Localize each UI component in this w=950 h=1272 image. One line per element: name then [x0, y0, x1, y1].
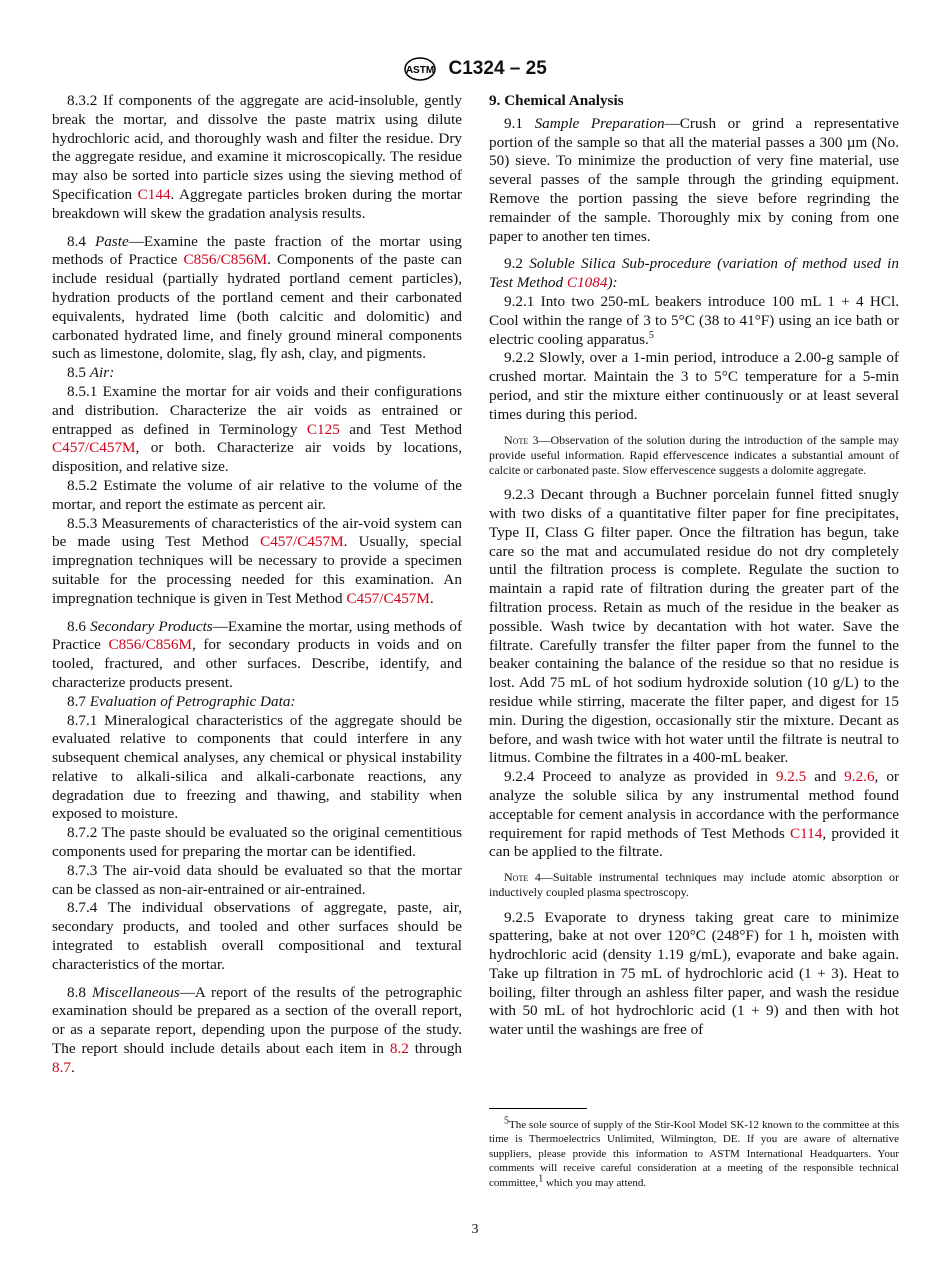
paragraph — [489, 349, 899, 424]
paragraph — [52, 92, 462, 224]
page-number: 3 — [471, 1222, 479, 1237]
text: 8.7.2 The paste should be evaluated so the original cementitious components used for preparing the mortar can be identified. — [52, 824, 462, 861]
text: 9.2 — [504, 255, 530, 273]
text: 8.5 — [67, 364, 90, 382]
text: , for secondary products in voids and on tooled, fractured, and other surfaces. Describe, identify, and characterize products present. — [52, 636, 462, 691]
paragraph — [52, 618, 462, 693]
text: 9.2.4 Proceed to analyze as provided in — [504, 768, 776, 786]
italic-text: Secondary Products — [90, 617, 213, 635]
reference-link[interactable]: C114 — [789, 824, 823, 842]
text: 8.7 — [67, 692, 90, 710]
text: , or both. Characterize air voids by locations, disposition, and relative size. — [52, 439, 462, 476]
text: 3—Observation of the solution during the introduction of the sample may provide useful information. Rapid effervescence indicates a substantial amount of calcite or carbonated paste. Slow effervescence suggests a dolomite aggregate. — [489, 432, 899, 477]
note — [489, 870, 899, 900]
italic-text: Evaluation of Petrographic Data: — [89, 692, 296, 710]
reference-link[interactable]: 8.2 — [389, 1040, 409, 1058]
text: —A report of the results of the petrographic examination should be prepared as a section of the overall report, or as a separate report, depending upon the purpose of the study. The report should include details about each item in — [52, 983, 463, 1058]
text: . — [70, 1058, 75, 1076]
reference-link[interactable]: C125 — [306, 420, 340, 438]
text: 9.2.1 Into two 250-mL beakers introduce 100 mL 1 + 4 HCl. Cool within the range of 3 to 5°C (38 to 41°F) using an ice bath or electric cooling apparatus. — [489, 292, 899, 348]
reference-link[interactable]: C856/C856M — [183, 251, 268, 269]
footnote-marker: 5 — [648, 329, 654, 341]
text: 9.2.2 Slowly, over a 1-min period, introduce a 2.00-g sample of crushed mortar. Maintain the 3 to 5°C temperature for a 5-min period, and stir the mixture either continuously or at least several times during this period. — [489, 349, 899, 423]
text: , or analyze the soluble silica by any instrumental method found acceptable for cement analysis in accordance with the performance requirement for rapid methods of Test Methods — [489, 768, 899, 842]
left-column — [52, 92, 462, 1078]
reference-link[interactable]: C144 — [137, 185, 171, 203]
text: . Usually, special impregnation techniques will be necessary to provide a specimen suitable for the processing needed for this examination. An impregnation technique is given in Test Method — [52, 533, 462, 607]
paragraph — [489, 293, 899, 349]
designation: C1324 – 25 — [448, 58, 547, 80]
paragraph — [489, 255, 899, 293]
note-label: Note — [504, 870, 529, 885]
paragraph — [489, 486, 899, 768]
text: 8.8 — [67, 983, 92, 1001]
text: 4—Suitable instrumental techniques may include atomic absorption or inductively coupled plasma spectroscopy. — [489, 870, 899, 900]
text: —Crush or grind a representative portion of the sample so that all the material passes a 300 µm (No. 50) sieve. To minimize the production of very fine material, use several passes of the sample through the grinding equipment. Remove the portion passing the sieve before regrinding the remainder of the sample. Thoroughly mix by coning from one paper to another ten times. — [489, 114, 899, 245]
text: 8.3.2 If components of the aggregate are acid-insoluble, gently break the mortar, and dissolve the paste matrix using dilute hydrochloric acid, and thoroughly wash and filter the residue. Dry the aggregate residue, and examine it microscopically. The residue may also be sorted into particle sizes using the sieving method of Specification — [52, 92, 462, 203]
text: 8.5.2 Estimate the volume of air relative to the volume of the mortar, and report the estimate as percent air. — [52, 476, 462, 513]
reference-link[interactable]: C1084 — [566, 274, 608, 292]
text: 9.2.5 Evaporate to dryness taking great care to minimize spattering, bake at not over 120°C (248°F) for 1 h, moisten with hydrochloric acid (density 1.19 g/mL), evaporate and bake again. Take up filtration in 75 mL of hydrochloric acid (1 + 3). Heat to boiling, filter through an ashless filter paper, and wash the residue with 50 mL of hot hydrochloric acid (1 + 9) and then with hot water until the washings are free of — [489, 908, 899, 1039]
reference-link[interactable]: C457/C457M — [260, 533, 344, 551]
text: and — [806, 768, 845, 786]
paragraph — [52, 515, 462, 609]
paragraph — [52, 383, 462, 477]
reference-link[interactable]: C457/C457M — [52, 439, 136, 457]
note — [489, 433, 899, 479]
text: which you may attend. — [543, 1176, 647, 1189]
reference-link[interactable]: 8.7 — [52, 1058, 71, 1076]
text: 8.6 — [67, 617, 91, 635]
reference-link[interactable]: C457/C457M — [346, 589, 430, 607]
paragraph — [52, 824, 462, 862]
text: —Examine the mortar, using methods of Practice — [52, 617, 462, 654]
text: through — [408, 1040, 463, 1058]
text: —Examine the paste fraction of the mortar using methods of Practice — [52, 232, 463, 269]
paragraph — [52, 984, 462, 1078]
text: 9.2.3 Decant through a Buchner porcelain funnel fitted snugly with two disks of a quantitative filter paper for fine precipitates, Type II, Class G filter paper. Once the filtration has begun, take care so the mat and accumulated residue do not dry completely until the filtration process is complete. Regulate the suction to maintain a rapid rate of filtration during the greater part of the filtration process. Retain as much of the residue in the beaker as possible. Wash twice by decantation with hot water. Save the filtrate. Carefully transfer the filter paper from the funnel to the beaker containing the balance of the residue so that no residue is lost. Add 75 mL of hot sodium hydroxide solution (10 g/L) to the residue while stirring, macerate the filter paper, and digest for 15 min. During the digestion, occasionally stir the mixture. Decant as before, and wash twice with hot water until the filtrate is neutral to litmus. Combine the filtrates in a 400-mL beaker. — [489, 486, 899, 767]
text: . Aggregate particles broken during the mortar breakdown will skew the gradation analysis results. — [52, 185, 462, 222]
paragraph — [52, 364, 462, 383]
note-label: Note — [504, 432, 529, 447]
paragraph — [52, 862, 462, 900]
reference-link[interactable]: 9.2.5 — [775, 768, 807, 786]
footnote-marker: 1 — [538, 1172, 544, 1184]
page-header — [0, 56, 950, 82]
paragraph — [52, 899, 462, 974]
paragraph — [489, 768, 899, 862]
text: The sole source of supply of the Stir-Kool Model SK-12 known to the committee at this time is Thermoelectrics Unlimited, Wilmington, DE. If you are aware of alternative suppliers, please provide this information to ASTM International Headquarters. Your comments will receive careful consideration at a meeting of the responsible technical committee, — [489, 1119, 899, 1189]
italic-text: Paste — [94, 232, 129, 250]
footnote-marker: 5 — [504, 1115, 509, 1127]
text: 8.5.3 Measurements of characteristics of the air-void system can be made using Test Method — [52, 514, 462, 551]
svg-text:ASTM: ASTM — [406, 65, 435, 76]
text: 8.4 — [67, 232, 95, 250]
text: . — [429, 589, 434, 607]
paragraph — [52, 233, 462, 365]
italic-text: ): — [607, 274, 618, 292]
astm-logo-icon — [403, 56, 437, 82]
reference-link[interactable]: 9.2.6 — [844, 768, 875, 786]
reference-link[interactable]: C856/C856M — [108, 636, 192, 654]
italic-text: Miscellaneous — [91, 983, 180, 1001]
paragraph — [489, 909, 899, 1041]
right-column — [489, 92, 899, 1040]
italic-text: Sample Preparation — [534, 114, 665, 132]
section-heading: 9. Chemical Analysis — [489, 92, 624, 109]
italic-text: Soluble Silica Sub-procedure (variation of method used in Test Method — [489, 255, 899, 292]
paragraph — [52, 693, 462, 712]
text: and Test Method — [339, 420, 462, 438]
footnote — [489, 1115, 899, 1190]
paragraph — [489, 115, 899, 247]
text: 8.7.1 Mineralogical characteristics of the aggregate should be evaluated relative to components that could interfere in any subsequent chemical analyses, any chemical or physical instability relative to alkali-silica and alkali-carbonate reactions, any degradation due to freezing and thawing, and stability when exposed to moisture. — [52, 711, 462, 823]
footnote-rule — [489, 1108, 587, 1109]
text: 8.7.3 The air-void data should be evaluated so that the mortar can be classed as non-air-entrained or air-entrained. — [52, 861, 462, 898]
paragraph — [52, 477, 462, 515]
text: 9.1 — [504, 114, 535, 132]
italic-text: Air: — [89, 364, 115, 382]
text: 8.5.1 Examine the mortar for air voids and their configurations and distribution. Characterize the air voids as entrained or entrapped as defined in Terminology — [52, 382, 462, 438]
text: 8.7.4 The individual observations of aggregate, paste, air, secondary products, and tooled and other surfaces should be integrated to establish overall compositional and textural characteristics of the mortar. — [52, 899, 462, 973]
text: , provided it can be applied to the filtrate. — [489, 824, 899, 861]
paragraph — [52, 712, 462, 825]
text: . Components of the paste can include residual (partially hydrated portland cement particles), hydration products of the portland cement and their carbonated equivalents, hydrated lime (both calcitic and dolomitic) and carbonated hydrated lime, and finely ground mineral components such as limestone, dolomite, slag, fly ash, clay, and pigments. — [52, 251, 462, 363]
